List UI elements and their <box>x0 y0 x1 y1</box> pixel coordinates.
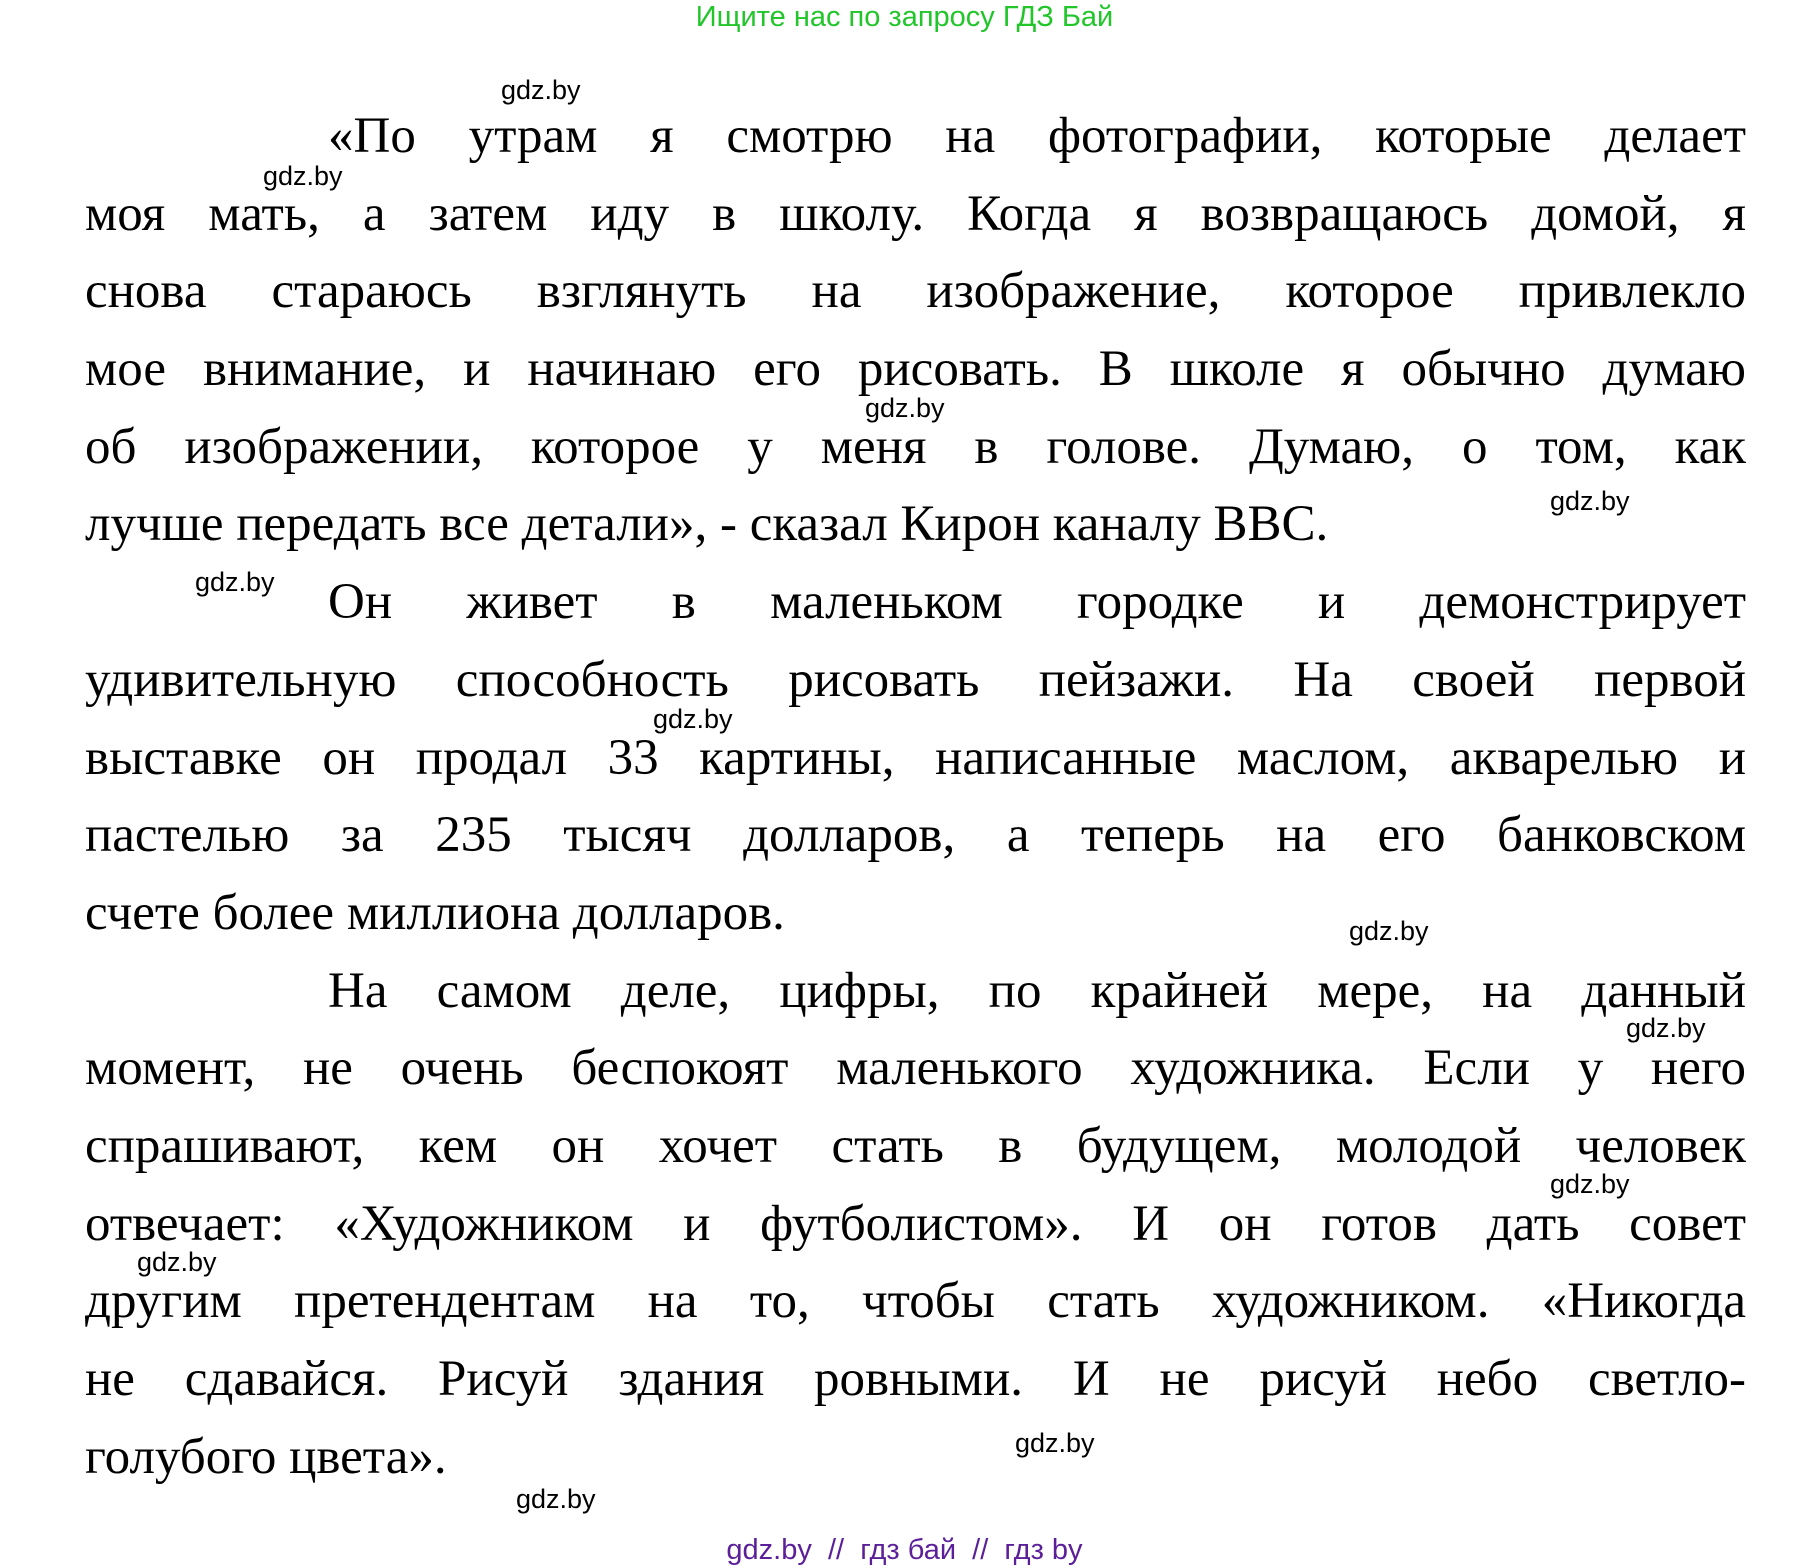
watermark: gdz.by <box>1550 1169 1630 1199</box>
watermark: gdz.by <box>1349 916 1429 946</box>
text-line: На самом деле, цифры, по крайней мере, на данный <box>328 962 1746 1019</box>
text-line: снова стараюсь взглянуть на изображение, которое привлекло <box>85 263 1746 320</box>
text-line: об изображении, которое у меня в голове. Думаю, о том, как <box>85 418 1746 475</box>
text-line: спрашивают, кем он хочет стать в будущем, молодой человек <box>85 1117 1746 1174</box>
text-line: мое внимание, и начинаю его рисовать. В школе я обычно думаю <box>85 341 1746 398</box>
text-line: счете более миллиона долларов. <box>85 884 785 941</box>
text-line: отвечает: «Художником и футболистом». И он готов дать совет <box>85 1195 1746 1252</box>
watermark: gdz.by <box>653 704 733 734</box>
text-line: пастелью за 235 тысяч долларов, а теперь на его банковском <box>85 807 1746 864</box>
watermark: gdz.by <box>501 75 581 105</box>
paragraph-3 <box>85 953 1746 1497</box>
footer-banner: gdz.by // гдз бай // гдз by <box>726 1534 1083 1566</box>
text-line: «По утрам я смотрю на фотографии, которые делает <box>328 108 1746 164</box>
text-line: выставке он продал 33 картины, написанные маслом, акварелью и <box>85 729 1746 786</box>
text-line: другим претендентам на то, чтобы стать художником. «Никогда <box>85 1273 1746 1330</box>
watermark: gdz.by <box>263 161 343 191</box>
text-line: моя мать, а затем иду в школу. Когда я возвращаюсь домой, я <box>85 185 1746 242</box>
text-line: не сдавайся. Рисуй здания ровными. И не рисуй небо светло- <box>85 1351 1746 1407</box>
text-line: момент, не очень беспокоят маленького художника. Если у него <box>85 1040 1746 1097</box>
text-line: Он живет в маленьком городке и демонстрирует <box>328 574 1746 631</box>
header-banner: Ищите нас по запросу ГДЗ Бай <box>695 1 1114 33</box>
paragraph-2 <box>85 564 1746 952</box>
text-line: голубого цвета». <box>85 1428 447 1485</box>
watermark: gdz.by <box>1015 1428 1095 1458</box>
text-line: удивительную способность рисовать пейзажи. На своей первой <box>85 651 1746 708</box>
watermark: gdz.by <box>1626 1013 1706 1043</box>
watermark: gdz.by <box>1550 486 1630 516</box>
watermark: gdz.by <box>865 393 945 423</box>
document-body <box>85 98 1746 1496</box>
watermark: gdz.by <box>137 1247 217 1277</box>
watermark: gdz.by <box>195 567 275 597</box>
text-line: лучше передать все детали», - сказал Кирон каналу BBC. <box>85 496 1329 553</box>
watermark: gdz.by <box>516 1484 596 1514</box>
